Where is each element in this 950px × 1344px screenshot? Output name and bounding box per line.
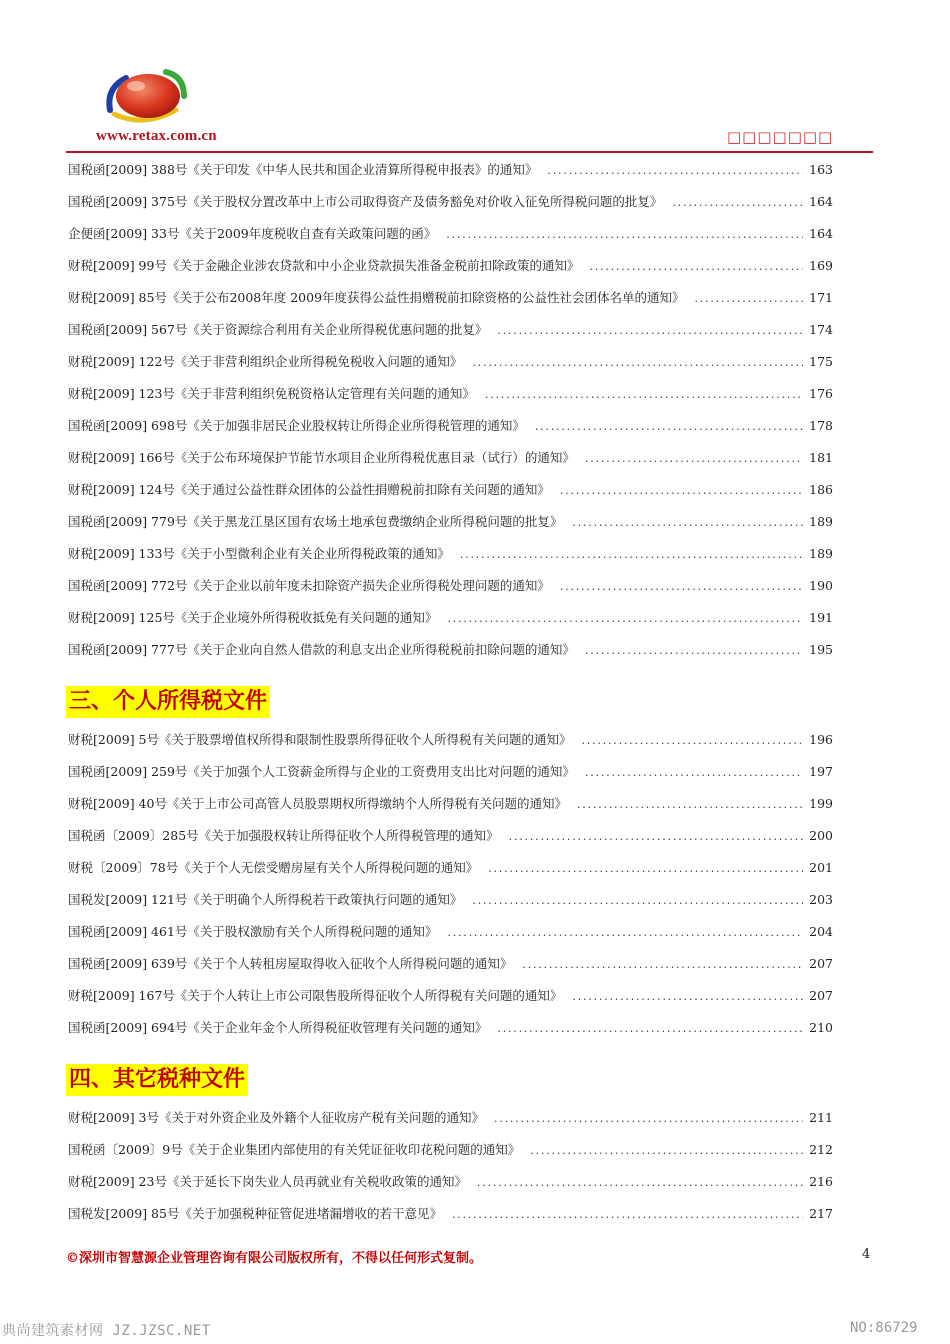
header-divider <box>66 151 873 153</box>
toc-entry-title: 国税函〔2009〕285号《关于加强股权转让所得征收个人所得税管理的通知》 <box>68 828 499 843</box>
toc-entry-title: 国税函[2009] 375号《关于股权分置改革中上市公司取得资产及债务豁免对价收入征免所得税问题的批复》 <box>68 194 663 209</box>
toc-entry-title: 企便函[2009] 33号《关于2009年度税收自查有关政策问题的函》 <box>68 226 437 241</box>
toc-entry-title: 财税[2009] 122号《关于非营利组织企业所得税免税收入问题的通知》 <box>68 354 463 369</box>
toc-entry-title: 财税[2009] 3号《关于对外资企业及外籍个人征收房产税有关问题的通知》 <box>68 1110 484 1125</box>
toc-entry-page: 211 <box>809 1110 833 1125</box>
toc-entry-title: 国税函[2009] 779号《关于黑龙江垦区国有农场土地承包费缴纳企业所得税问题的批复》 <box>68 514 563 529</box>
header-tagline: □□□□□□□ <box>727 128 834 146</box>
toc-entry-title: 国税函[2009] 259号《关于加强个人工资薪金所得与企业的工资费用支出比对问题的通知》 <box>68 764 575 779</box>
toc-entry[interactable] <box>68 608 833 628</box>
toc-entry-title: 国税函[2009] 777号《关于企业向自然人借款的利息支出企业所得税税前扣除问题的通知》 <box>68 642 575 657</box>
toc-entry-title: 国税函[2009] 772号《关于企业以前年度未扣除资产损失企业所得税处理问题的通知》 <box>68 578 550 593</box>
section-heading: 三、个人所得税文件 <box>66 686 270 718</box>
site-url: www.retax.com.cn <box>96 128 217 144</box>
dot-leader <box>472 891 803 911</box>
dot-leader <box>585 449 803 469</box>
toc-entry[interactable] <box>68 762 833 782</box>
toc-entry[interactable] <box>68 352 833 372</box>
dot-leader <box>522 955 803 975</box>
dot-leader <box>589 257 803 277</box>
toc-entry-page: 164 <box>809 226 833 241</box>
toc-entry[interactable] <box>68 1172 833 1192</box>
toc-entry[interactable] <box>68 160 833 180</box>
toc-entry-page: 199 <box>809 796 833 811</box>
toc-entry-page: 164 <box>809 194 833 209</box>
toc-entry[interactable] <box>68 826 833 846</box>
toc-entry-title: 国税函[2009] 694号《关于企业年金个人所得税征收管理有关问题的通知》 <box>68 1020 488 1035</box>
toc-entry-title: 财税[2009] 5号《关于股票增值权所得和限制性股票所得征收个人所得税有关问题的通知》 <box>68 732 572 747</box>
section-heading: 四、其它税种文件 <box>66 1064 248 1096</box>
dot-leader <box>672 193 803 213</box>
toc-entry-page: 204 <box>809 924 833 939</box>
toc-entry[interactable] <box>68 1204 833 1224</box>
toc-entry-page: 174 <box>809 322 833 337</box>
toc-entry[interactable] <box>68 730 833 750</box>
toc-entry-page: 217 <box>809 1206 833 1221</box>
toc-entry-page: 200 <box>809 828 833 843</box>
dot-leader <box>446 225 803 245</box>
toc-entry-title: 财税[2009] 99号《关于金融企业涉农贷款和中小企业贷款损失准备金税前扣除政策的通知》 <box>68 258 580 273</box>
toc-entry[interactable] <box>68 512 833 532</box>
dot-leader <box>577 795 803 815</box>
toc-entry-title: 财税[2009] 23号《关于延长下岗失业人员再就业有关税收政策的通知》 <box>68 1174 467 1189</box>
dot-leader <box>572 987 803 1007</box>
dot-leader <box>497 321 803 341</box>
toc-entry-page: 163 <box>809 162 833 177</box>
toc-entry-title: 国税函[2009] 639号《关于个人转租房屋取得收入征收个人所得税问题的通知》 <box>68 956 513 971</box>
toc-entry[interactable] <box>68 192 833 212</box>
page-number: 4 <box>862 1247 871 1262</box>
toc-entry-page: 189 <box>809 546 833 561</box>
toc-entry-title: 财税[2009] 123号《关于非营利组织免税资格认定管理有关问题的通知》 <box>68 386 475 401</box>
toc-entry[interactable] <box>68 224 833 244</box>
toc-entry-title: 国税发[2009] 121号《关于明确个人所得税若干政策执行问题的通知》 <box>68 892 463 907</box>
watermark-site: 典尚建筑素材网 JZ.JZSC.NET <box>2 1323 211 1339</box>
dot-leader <box>560 481 803 501</box>
toc-entry[interactable] <box>68 640 833 660</box>
toc-entry-title: 财税[2009] 133号《关于小型微利企业有关企业所得税政策的通知》 <box>68 546 450 561</box>
copyright-notice: ©深圳市智慧源企业管理咨询有限公司版权所有，不得以任何形式复制。 <box>66 1251 483 1266</box>
toc-entry-title: 财税[2009] 124号《关于通过公益性群众团体的公益性捐赠税前扣除有关问题的通知》 <box>68 482 550 497</box>
toc-entry[interactable] <box>68 256 833 276</box>
toc-entry-title: 国税函[2009] 461号《关于股权激励有关个人所得税问题的通知》 <box>68 924 438 939</box>
toc-entry-title: 国税函[2009] 698号《关于加强非居民企业股权转让所得企业所得税管理的通知》 <box>68 418 525 433</box>
toc-entry[interactable] <box>68 288 833 308</box>
dot-leader <box>560 577 803 597</box>
toc-entry-title: 财税〔2009〕78号《关于个人无偿受赠房屋有关个人所得税问题的通知》 <box>68 860 479 875</box>
toc-entry-title: 财税[2009] 40号《关于上市公司高管人员股票期权所得缴纳个人所得税有关问题的通知》 <box>68 796 567 811</box>
toc-entry[interactable] <box>68 858 833 878</box>
dot-leader <box>477 1173 803 1193</box>
toc-entry-page: 197 <box>809 764 833 779</box>
toc-entry-title: 财税[2009] 167号《关于个人转让上市公司限售股所得征收个人所得税有关问题的通知》 <box>68 988 563 1003</box>
dot-leader <box>582 731 804 751</box>
toc-entry-page: 178 <box>809 418 833 433</box>
dot-leader <box>547 161 803 181</box>
toc-entry-title: 财税[2009] 125号《关于企业境外所得税收抵免有关问题的通知》 <box>68 610 438 625</box>
dot-leader <box>585 763 803 783</box>
dot-leader <box>460 545 803 565</box>
toc-entry[interactable] <box>68 416 833 436</box>
toc-entry-page: 207 <box>809 956 833 971</box>
dot-leader <box>509 827 803 847</box>
dot-leader <box>535 417 803 437</box>
toc-entry[interactable] <box>68 576 833 596</box>
toc-entry-page: 176 <box>809 386 833 401</box>
toc-entry-page: 201 <box>809 860 833 875</box>
dot-leader <box>472 353 803 373</box>
toc-entry-page: 171 <box>809 290 833 305</box>
toc-entry-page: 191 <box>809 610 833 625</box>
toc-entry[interactable] <box>68 954 833 974</box>
dot-leader <box>695 289 804 309</box>
dot-leader <box>572 513 803 533</box>
toc-entry-page: 203 <box>809 892 833 907</box>
toc-entry-page: 186 <box>809 482 833 497</box>
toc-entry-title: 国税函[2009] 567号《关于资源综合利用有关企业所得税优惠问题的批复》 <box>68 322 488 337</box>
toc-entry[interactable] <box>68 320 833 340</box>
dot-leader <box>485 385 803 405</box>
toc-entry-page: 207 <box>809 988 833 1003</box>
toc-entry-page: 189 <box>809 514 833 529</box>
dot-leader <box>488 859 803 879</box>
dot-leader <box>452 1205 803 1225</box>
toc-entry[interactable] <box>68 384 833 404</box>
toc-entry-title: 国税函〔2009〕9号《关于企业集团内部使用的有关凭证征收印花税问题的通知》 <box>68 1142 521 1157</box>
toc-entry-page: 195 <box>809 642 833 657</box>
toc-entry-page: 210 <box>809 1020 833 1035</box>
toc-entry-page: 212 <box>809 1142 833 1157</box>
dot-leader <box>447 609 803 629</box>
toc-entry-page: 181 <box>809 450 833 465</box>
dot-leader <box>530 1141 803 1161</box>
toc-entry-title: 财税[2009] 166号《关于公布环境保护节能节水项目企业所得税优惠目录（试行）的通知》 <box>68 450 575 465</box>
toc-entry-page: 196 <box>809 732 833 747</box>
toc-entry[interactable] <box>68 448 833 468</box>
toc-entry[interactable] <box>68 794 833 814</box>
toc-entry-page: 190 <box>809 578 833 593</box>
dot-leader <box>585 641 803 661</box>
retax-logo <box>104 66 190 128</box>
toc-entry[interactable] <box>68 890 833 910</box>
dot-leader <box>497 1019 803 1039</box>
toc-entry[interactable] <box>68 1108 833 1128</box>
toc-entry[interactable] <box>68 986 833 1006</box>
toc-entry[interactable] <box>68 480 833 500</box>
toc-entry[interactable] <box>68 1018 833 1038</box>
dot-leader <box>447 923 803 943</box>
dot-leader <box>494 1109 803 1129</box>
toc-entry-title: 财税[2009] 85号《关于公布2008年度 2009年度获得公益性捐赠税前扣除资格的公益性社会团体名单的通知》 <box>68 290 685 305</box>
toc-entry-title: 国税函[2009] 388号《关于印发《中华人民共和国企业清算所得税申报表》的通知》 <box>68 162 538 177</box>
toc-entry-page: 216 <box>809 1174 833 1189</box>
toc-entry-page: 175 <box>809 354 833 369</box>
toc-entry[interactable] <box>68 1140 833 1160</box>
toc-entry[interactable] <box>68 544 833 564</box>
toc-entry-page: 169 <box>809 258 833 273</box>
toc-entry-title: 国税发[2009] 85号《关于加强税种征管促进堵漏增收的若干意见》 <box>68 1206 442 1221</box>
toc-entry[interactable] <box>68 922 833 942</box>
watermark-id: NO:86729 <box>850 1320 918 1336</box>
